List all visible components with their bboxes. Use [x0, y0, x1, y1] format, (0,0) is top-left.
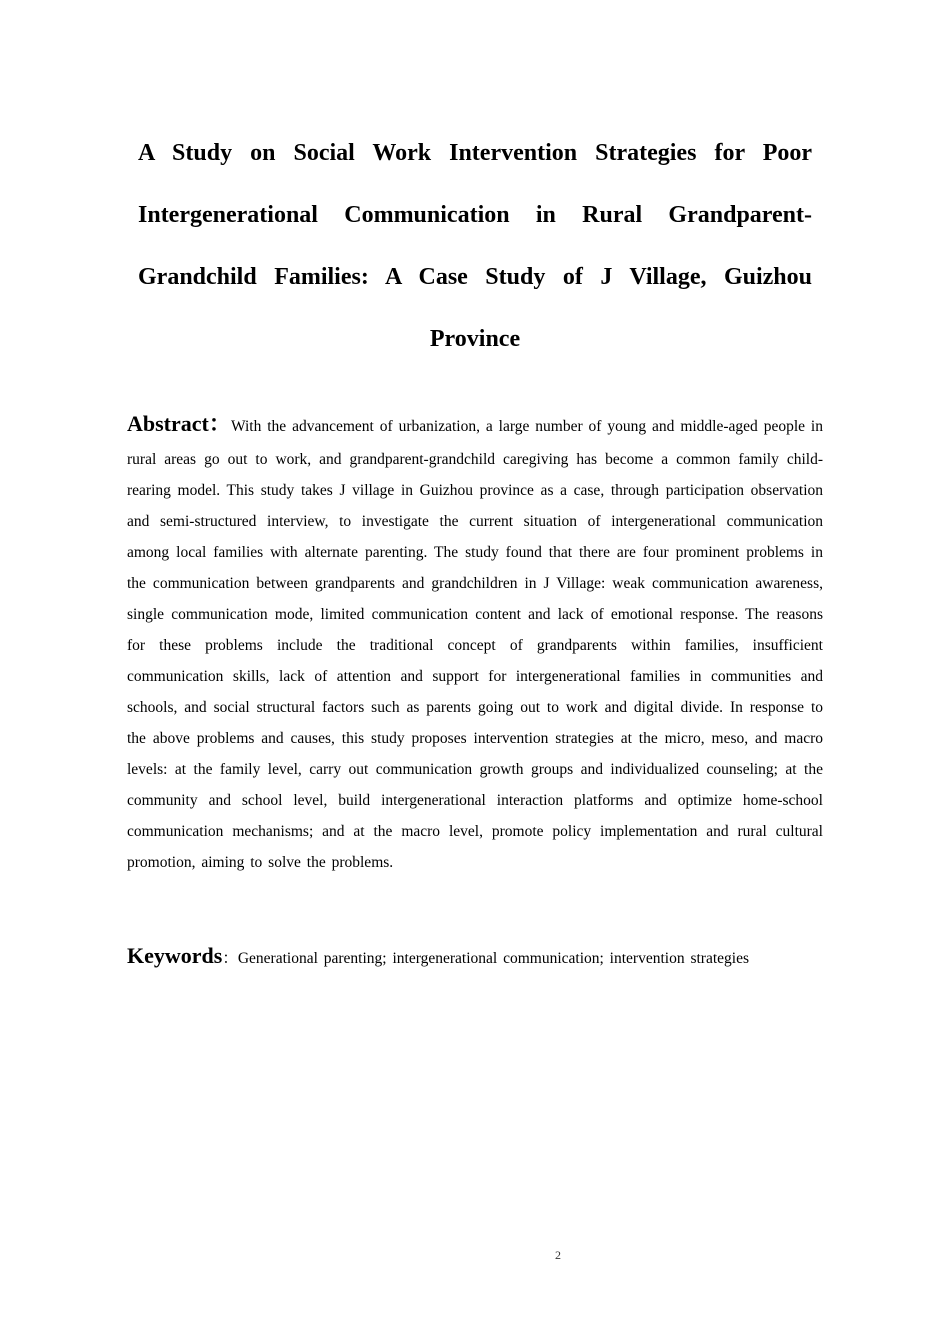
abstract-text: With the advancement of urbanization, a large number of young and middle-aged people in rural areas go out to work, and grandparent-grandchild caregiving has become a common family child-rearing model. This study takes J village in Guizhou province as a case, through participation observation and semi-structured interview, to investigate the current situation of intergenerational communication among local families with alternate parenting. The study found that there are four prominent problems in the communication between grandparents and grandchildren in J Village: weak communication awareness, single communication mode, limited communication content and lack of emotional response. The reasons for these problems include the traditional concept of grandparents within families, insufficient communication skills, lack of attention and support for intergenerational families in communities and schools, and social structural factors such as parents going out to work and digital divide. In response to the above problems and causes, this study proposes intervention strategies at the micro, meso, and macro levels: at the family level, carry out communication growth groups and individualized counseling; at the community and school level, build intergenerational interaction platforms and optimize home-school communication mechanisms; and at the macro level, promote policy implementation and rural cultural promotion, aiming to solve the problems. — [127, 418, 823, 871]
abstract-label: Abstract — [127, 411, 209, 436]
keywords-text: Generational parenting; intergenerational communication; intervention strategies — [237, 950, 749, 967]
abstract-label-group — [127, 411, 231, 436]
page-number: 2 — [555, 1248, 561, 1262]
keywords-label: Keywords — [127, 943, 223, 968]
paper-title: A Study on Social Work Intervention Strategies for Poor Intergenerational Communication in Rural Grandparent-Grandchild Families: A Case Study of J Village, Guizhou Province — [138, 140, 812, 352]
keywords-line — [127, 938, 823, 977]
keywords-separator: ： — [222, 950, 238, 967]
abstract-separator: ： — [208, 411, 231, 436]
abstract-paragraph — [127, 404, 823, 878]
